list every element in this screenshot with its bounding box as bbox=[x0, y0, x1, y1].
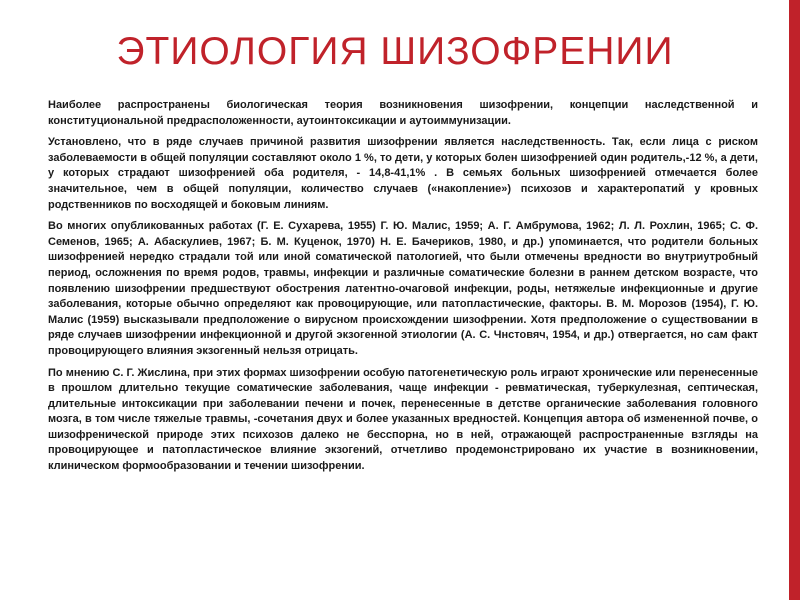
paragraph-heredity: Установлено, что в ряде случаев причиной развития шизофрении является наследственность. Так, если лица с риском заболеваемости в общей популяции составляют около 1 %, то дети, у которых болен шизофренией один родитель,-12 %, а дети, у которых страдают шизофренией оба родителя, - 14,8-41,1% . В семьях больных шизофренией отмечается более значительное, чем в общей популяции, количество случаев («накопление») психозов и характеропатий у кровных родственников по восходящей и боковым линиям. bbox=[48, 136, 758, 211]
accent-side-bar bbox=[789, 0, 800, 600]
paragraph-published-works: Во многих опубликованных работах (Г. Е. Сухарева, 1955) Г. Ю. Малис, 1959; А. Г. Амбрумова, 1962; Л. Л. Рохлин, 1965; С. Ф. Семенов, 1965; А. Абаскулиев, 1967; Б. М. Куценок, 1970) Н. Е. Бачериков, 1980, и др.) упоминается, что родители больных шизофренией нередко страдали той или иной соматической патологией, что были отмечены вредности во внутриутробный период, осложнения по время родов, травмы, инфекции и различные соматические болезни в раннем детском возрасте, что появлению шизофрении предшествуют обострения латентно-очаговой инфекции, роды, нетяжелые инфекционные и другие заболевания, которые обычно определяют как провоцирующие, или патопластические, факторы. В. М. Морозов (1954), Г. Ю. Малис (1959) высказывали предположение о вирусном происхождении шизофрении. Хотя предположение о существовании в ряде случаев шизофрении инфекционной и другой экзогенной этиологии (А. С. Чнстовяч, 1954, и др.) отвергается, но сам факт провоцирующего влияния экзогенный нельзя отрицать. bbox=[48, 220, 758, 357]
paragraph-intro: Наиболее распространены биологическая теория возникновения шизофрении, концепции наследственной и конституциональной предрасположенности, аутоинтоксикации и аутоиммунизации. bbox=[48, 99, 758, 127]
paragraph-zhislin: По мнению С. Г. Жислина, при этих формах шизофрении особую патогенетическую роль играют хронические или перенесенные в прошлом длительно текущие соматические заболевания, чаще инфекции - ревматическая, туберкулезная, септическая, длительные интоксикации при заболевании печени и почек, перенесенные в детстве органические заболевания головного мозга, в том числе тяжелые травмы, -сочетания двух и более указанных вредностей. Концепция автора об измененной почве, о шизофренической природе этих психозов далеко не бесспорна, но в ней, отражающей распространенные взгляды на провоцирующее и патопластическое влияние экзогений, отчетливо продемонстрировано их участие в возникновении, клиническом формообразовании и течении шизофрении. bbox=[48, 366, 758, 473]
slide-title: ЭТИОЛОГИЯ ШИЗОФРЕНИИ bbox=[116, 30, 674, 73]
slide-body bbox=[48, 98, 758, 481]
